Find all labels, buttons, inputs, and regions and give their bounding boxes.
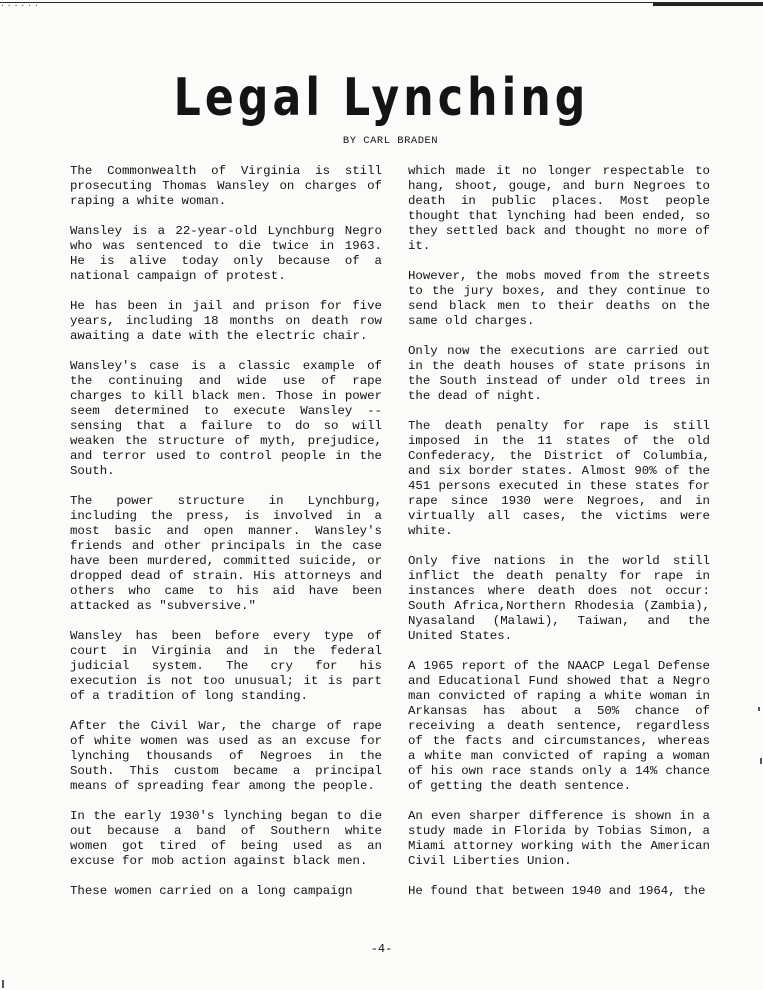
scan-speck [2,980,4,988]
paragraph: He found that between 1940 and 1964, the [408,884,706,898]
top-rule-thick-segment [653,3,763,6]
paragraph: An even sharper difference is shown in a study made in Florida by Tobias Simon, a Miami attorney working with the American Civil Liberties Union. [408,809,710,868]
top-rule-dots: ...... [0,0,41,9]
paragraph: The Commonwealth of Virginia is still prosecuting Thomas Wansley on charges of raping a white woman. [70,164,382,208]
paragraph: The death penalty for rape is still imposed in the 11 states of the old Confederacy, the District of Columbia, and six border states. Almost 90% of the 451 persons executed in these states for rape since 1930 were Negroes, and in virtually all cases, the victims were white. [408,419,710,538]
paragraph: Only five nations in the world still inflict the death penalty for rape in instances where death does not occur: South Africa,Northern Rhodesia (Zambia), Nyasaland (Malawi), Taiwan, and the United States. [408,554,710,643]
paragraph: These women carried on a long campaign [70,884,353,898]
paragraph: Wansley is a 22-year-old Lynchburg Negro who was sentenced to die twice in 1963. He is alive today only because of a national campaign of protest. [70,224,382,283]
paragraph: Wansley's case is a classic example of the continuing and wide use of rape charges to kill black men. Those in power seem determined to execute Wansley --sensing that a failure to do so will weaken the structure of myth, prejudice, and terror used to control people in the South. [70,359,382,478]
paragraph: He has been in jail and prison for five years, including 18 months on death row awaiting a date with the electric chair. [70,299,382,343]
article-byline: BY CARL BRADEN [342,135,439,147]
right-column [408,164,710,914]
paragraph: The power structure in Lynchburg, including the press, is involved in a most basic and open manner. Wansley's friends and other principals in the case have been murdered, committed suicide, or dropped dead of strain. His attorneys and others who came to his aid have been attacked as "subversive." [70,494,382,613]
paragraph: Only now the executions are carried out in the death houses of state prisons in the South instead of under old trees in the dead of night. [408,344,710,403]
paragraph: However, the mobs moved from the streets to the jury boxes, and they continue to send black men to their deaths on the same old charges. [408,269,710,328]
scan-speck [758,707,760,711]
paragraph: After the Civil War, the charge of rape of white women was used as an excuse for lynching thousands of Negroes in the South. This custom became a principal means of spreading fear among the people. [70,719,382,793]
paragraph: Wansley has been before every type of court in Virginia and in the federal judicial system. The cry for his execution is not too unusual; it is part of a tradition of long standing. [70,629,382,703]
left-column [70,164,382,914]
scan-speck [760,758,762,764]
article-title: Legal Lynching [173,68,590,128]
paragraph: which made it no longer respectable to hang, shoot, gouge, and burn Negroes to death in public places. Most people thought that lynching had been ended, so they settled back and thought no more of it. [408,164,710,253]
paragraph: A 1965 report of the NAACP Legal Defense and Educational Fund showed that a Negro man convicted of raping a white woman in Arkansas has about a 50% chance of receiving a death sentence, regardless of the facts and circumstances, whereas a white man convicted of raping a woman of his own race stands only a 14% chance of getting the death sentence. [408,659,710,793]
top-rule [0,2,763,9]
paragraph: In the early 1930's lynching began to die out because a band of Southern white women got tired of being used as an excuse for mob action against black men. [70,809,382,868]
page-number: -4- [370,942,393,956]
